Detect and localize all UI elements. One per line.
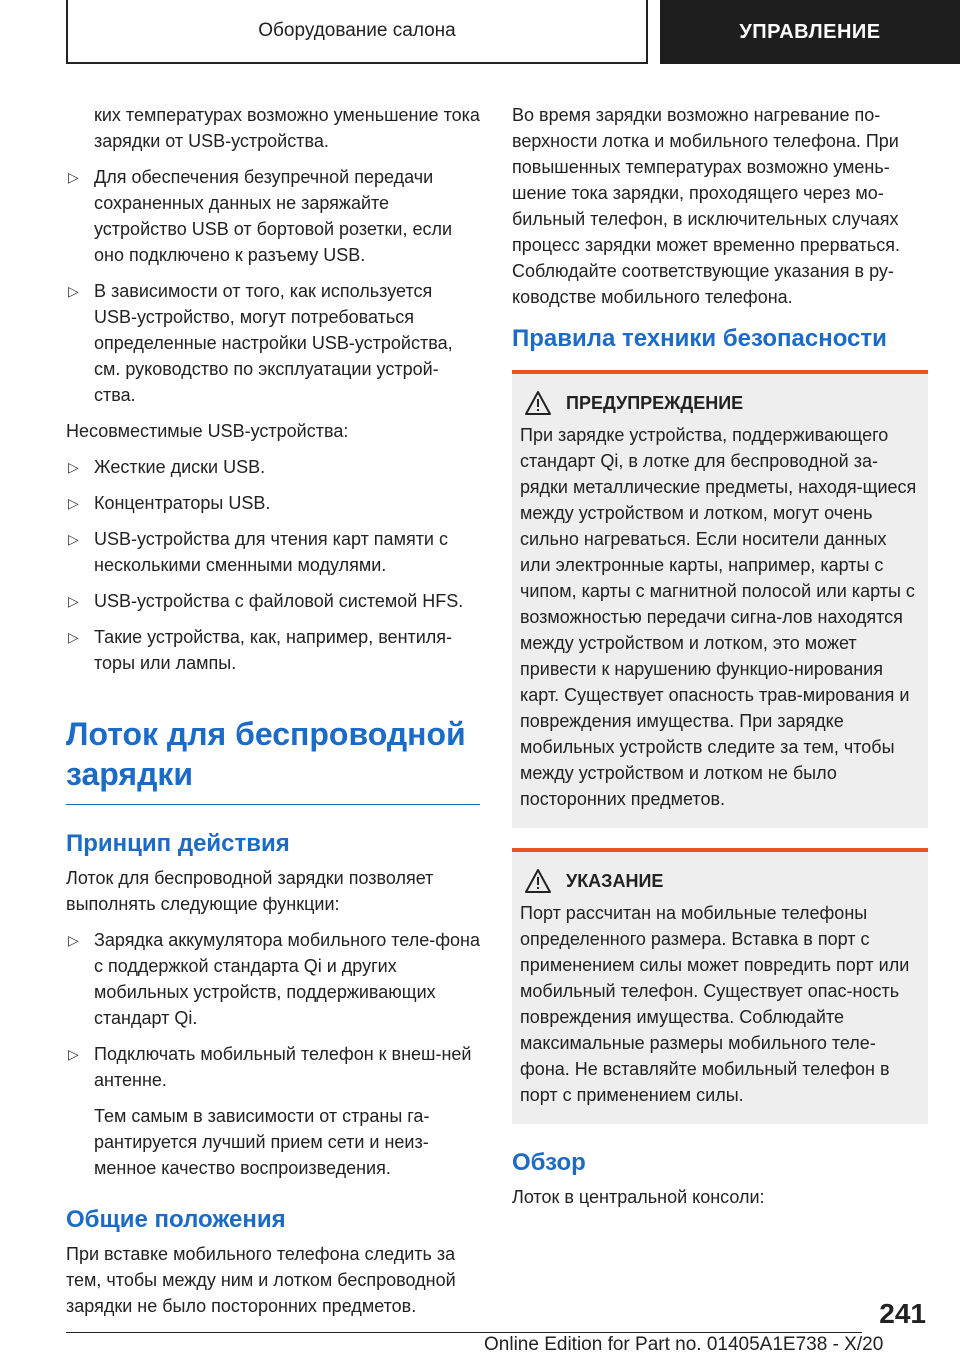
list-item: ▷ Зарядка аккумулятора мобильного теле-фона с поддержкой стандарта Qi и других мобильных устройств, поддерживающих стандарт Qi. [66, 927, 480, 1031]
continued-paragraph: ких температурах возможно уменьшение тока зарядки от USB-устройства. [94, 105, 480, 151]
bullet-list-incompatible [66, 454, 480, 676]
triangle-right-icon: ▷ [68, 495, 79, 511]
running-header-section [66, 0, 648, 64]
overview-heading: Обзор [512, 1149, 586, 1176]
incompatible-devices-title: Несовместимые USB-устройства: [66, 421, 349, 441]
list-item: ▷ USB-устройства для чтения карт памяти с несколькими сменными модулями. [66, 526, 480, 578]
antenna-subtext: Тем самым в зависимости от страны га-рантируется лучший прием сети и неиз-менное качество воспроизведения. [94, 1106, 430, 1178]
overview-text: Лоток в центральной консоли: [512, 1187, 765, 1207]
section-heading: Лоток для беспроводной зарядки [66, 714, 480, 805]
list-item: ▷ Жесткие диски USB. [66, 454, 480, 480]
left-column [66, 102, 480, 1329]
page-number: 241 [879, 1298, 926, 1329]
triangle-right-icon: ▷ [68, 932, 79, 948]
running-header-chapter [660, 0, 960, 64]
triangle-right-icon: ▷ [68, 629, 79, 645]
note-text: Порт рассчитан на мобильные телефоны определенного размера. Вставка в порт с применением силы может повредить порт или мобильный телефон. Существует опас-ность повреждения имущества. Соблюдайте максимальные размеры мобильного теле-фона. Не вставляйте мобильный телефон в порт с применением силы. [520, 903, 910, 1105]
general-heading: Общие положения [66, 1206, 286, 1233]
warning-triangle-icon [524, 868, 552, 894]
list-item: ▷ Для обеспечения безупречной передачи сохраненных данных не заряжайте устройство USB от бортовой розетки, если оно подключено к разъему USB. [66, 164, 480, 268]
bullet-list-functions [66, 927, 480, 1093]
warning-triangle-icon [524, 390, 552, 416]
list-item: ▷ Концентраторы USB. [66, 490, 480, 516]
footer-edition: Online Edition for Part no. 01405A1E738 - X/20 [484, 1334, 884, 1355]
triangle-right-icon: ▷ [68, 593, 79, 609]
right-column [512, 102, 928, 1220]
note-box [512, 848, 928, 1124]
principle-heading: Принцип действия [66, 830, 290, 857]
footer-divider [66, 1332, 862, 1333]
triangle-right-icon: ▷ [68, 283, 79, 299]
list-item: ▷ USB-устройства с файловой системой HFS. [66, 588, 480, 614]
triangle-right-icon: ▷ [68, 459, 79, 475]
triangle-right-icon: ▷ [68, 531, 79, 547]
list-item: ▷ Подключать мобильный телефон к внеш-ней антенне. [66, 1041, 480, 1093]
triangle-right-icon: ▷ [68, 169, 79, 185]
triangle-right-icon: ▷ [68, 1046, 79, 1062]
section-title: Оборудование салона [258, 20, 456, 41]
warning-title-row [520, 390, 918, 416]
safety-heading: Правила техники безопасности [512, 325, 887, 352]
chapter-title: УПРАВЛЕНИЕ [739, 20, 881, 43]
note-title: УКАЗАНИЕ [566, 871, 664, 891]
bullet-list-usb-notes [66, 164, 480, 408]
list-item: ▷ В зависимости от того, как используется USB-устройство, могут потребоваться определенные настройки USB-устройства, см. руководство по эксплуатации устрой-ства. [66, 278, 480, 408]
warning-title: ПРЕДУПРЕЖДЕНИЕ [566, 393, 744, 413]
warning-box [512, 370, 928, 828]
list-item: ▷ Такие устройства, как, например, вентиля-торы или лампы. [66, 624, 480, 676]
warning-text: При зарядке устройства, поддерживающего стандарт Qi, в лотке для беспроводной за-рядки металлические предметы, находя-щиеся между устройством и лотком, могут очень сильно нагреваться. Если носители данных или электронные карты, например, карты с чипом, карты с магнитной полосой или карты с возможностью передачи сигна-лов находятся между устройством и лотком, это может привести к нарушению функцио-нирования карт. Существует опасность трав-мирования и повреждения имущества. При зарядке мобильных устройств следите за тем, чтобы между устройством и лотком не было посторонних предметов. [520, 425, 917, 809]
heating-paragraph: Во время зарядки возможно нагревание по-верхности лотка и мобильного телефона. При повышенных температурах возможно умень-шение тока зарядки, проходящего через мо-бильный телефон, в исключительных случаях процесс зарядки может временно прерваться. Соблюдайте соответствующие указания в ру-ководстве мобильного телефона. [512, 105, 901, 307]
note-title-row [520, 868, 918, 894]
general-text: При вставке мобильного телефона следить за тем, чтобы между ним и лотком беспроводной зарядки не было посторонних предметов. [66, 1244, 456, 1316]
principle-text: Лоток для беспроводной зарядки позволяет выполнять следующие функции: [66, 868, 434, 914]
